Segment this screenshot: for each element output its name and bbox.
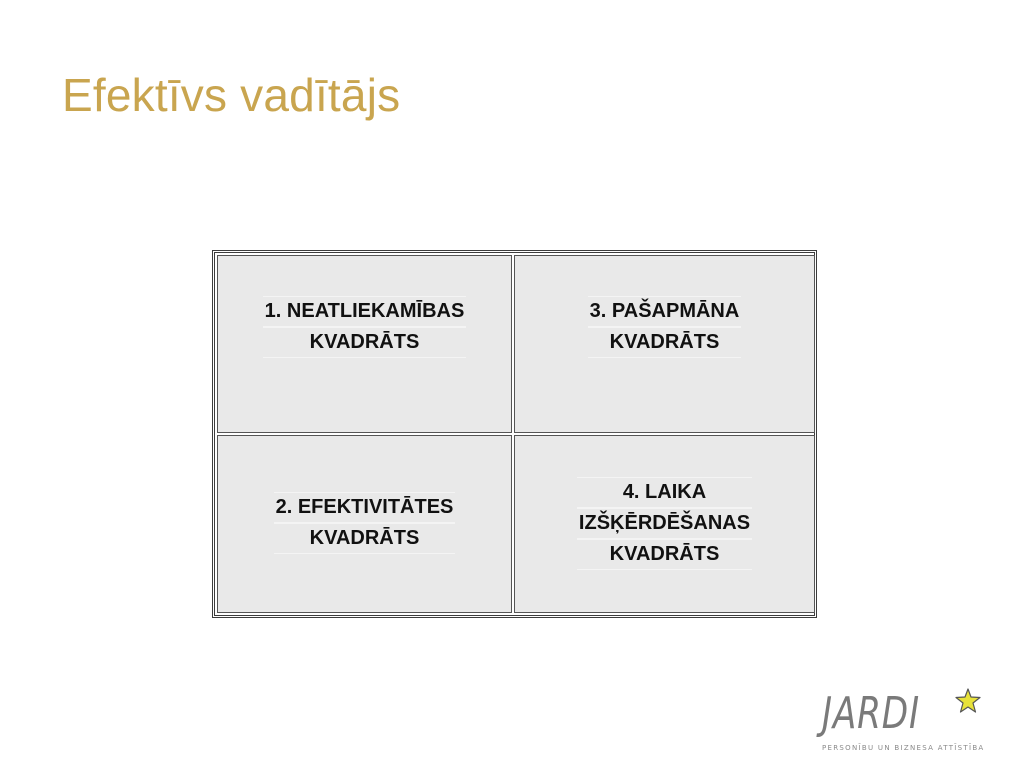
quadrant-4-line-2: IZŠĶĒRDĒŠANAS bbox=[577, 508, 752, 539]
time-management-matrix bbox=[212, 250, 817, 618]
quadrant-1-line-1: 1. NEATLIEKAMĪBAS bbox=[263, 296, 467, 327]
jardi-logo bbox=[820, 688, 990, 758]
quadrant-1-label bbox=[263, 296, 467, 358]
quadrant-2-label bbox=[274, 492, 456, 554]
logo-tagline: PERSONĪBU UN BIZNESA ATTĪSTĪBA bbox=[822, 744, 985, 752]
quadrant-2-line-1: 2. EFEKTIVITĀTES bbox=[274, 492, 456, 523]
quadrant-3-label bbox=[588, 296, 742, 358]
quadrant-1-line-2: KVADRĀTS bbox=[263, 327, 467, 358]
quadrant-3-line-1: 3. PAŠAPMĀNA bbox=[588, 296, 742, 327]
star-icon bbox=[954, 688, 982, 714]
slide-title: Efektīvs vadītājs bbox=[62, 69, 401, 121]
quadrant-3 bbox=[514, 255, 815, 433]
quadrant-1 bbox=[217, 255, 512, 433]
quadrant-4-label bbox=[577, 477, 752, 570]
quadrant-4-line-1: 4. LAIKA bbox=[577, 477, 752, 508]
logo-wordmark: JARDI bbox=[822, 688, 920, 739]
quadrant-4 bbox=[514, 435, 815, 613]
quadrant-4-line-3: KVADRĀTS bbox=[577, 539, 752, 570]
quadrant-2 bbox=[217, 435, 512, 613]
quadrant-2-line-2: KVADRĀTS bbox=[274, 523, 456, 554]
quadrant-3-line-2: KVADRĀTS bbox=[588, 327, 742, 358]
